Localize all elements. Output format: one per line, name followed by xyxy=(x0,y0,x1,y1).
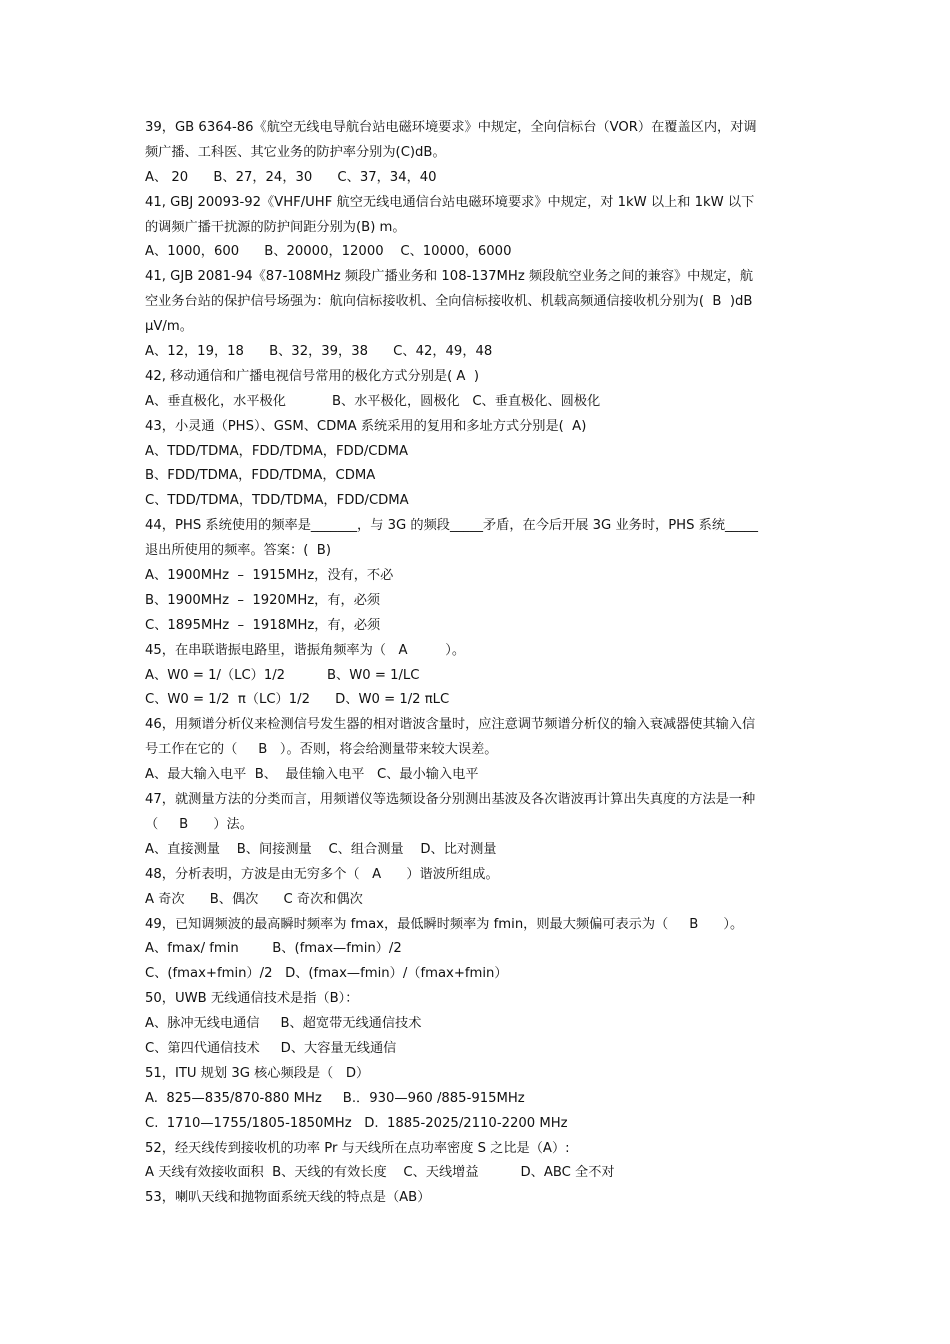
text-line: 44，PHS 系统使用的频率是_______，与 3G 的频段_____矛盾，在今后开展 3G 业务时，PHS 系统_____ xyxy=(145,518,758,534)
text-line: A、 20 B、27，24，30 C、37，34，40 xyxy=(145,169,437,185)
text-line: A、1900MHz – 1915MHz，没有，不必 xyxy=(145,568,394,584)
text-line: 43，小灵通（PHS）、GSM、CDMA 系统采用的复用和多址方式分别是( A) xyxy=(145,418,587,434)
text-line: A、最大输入电平 B、 最佳输入电平 C、最小输入电平 xyxy=(145,767,479,783)
text-line: 频广播、工科医、其它业务的防护率分别为(C)dB。 xyxy=(145,144,446,160)
text-line: A、1000，600 B、20000，12000 C、10000，6000 xyxy=(145,244,512,260)
text-line: 45，在串联谐振电路里，谐振角频率为（ A ）。 xyxy=(145,642,466,658)
text-line: A、fmax/ fmin B、(fmax—fmin）/2 xyxy=(145,941,402,957)
text-line: 49，已知调频波的最高瞬时频率为 fmax，最低瞬时频率为 fmin，则最大频偏可表示为（ B ）。 xyxy=(145,916,744,932)
text-line: B、1900MHz – 1920MHz，有，必须 xyxy=(145,592,381,608)
text-line: C、TDD/TDMA，TDD/TDMA，FDD/CDMA xyxy=(145,493,409,509)
text-line: μV/m。 xyxy=(145,319,193,335)
text-line: A 奇次 B、偶次 C 奇次和偶次 xyxy=(145,891,363,907)
text-line: 51，ITU 规划 3G 核心频段是（ D） xyxy=(145,1065,370,1081)
text-line: C、W0 = 1/2 π（LC）1/2 D、W0 = 1/2 πLC xyxy=(145,692,450,708)
text-line: 退出所使用的频率。答案：( B) xyxy=(145,543,331,559)
text-line: 42, 移动通信和广播电视信号常用的极化方式分别是( A ) xyxy=(145,368,479,384)
text-line: 39，GB 6364-86《航空无线电导航台站电磁环境要求》中规定，全向信标台（VOR）在覆盖区内，对调 xyxy=(145,120,757,135)
text-line: A、TDD/TDMA，FDD/TDMA，FDD/CDMA xyxy=(145,443,409,459)
text-line: A、脉冲无线电通信 B、超宽带无线通信技术 xyxy=(145,1016,422,1032)
text-line: 的调频广播干扰源的防护间距分别为(B) m。 xyxy=(145,219,406,235)
text-line: 空业务台站的保护信号场强为：航向信标接收机、全向信标接收机、机载高频通信接收机分别为( B )dB xyxy=(145,294,753,310)
text-line: 号工作在它的（ B ）。否则，将会给测量带来较大误差。 xyxy=(145,742,498,758)
text-line: C、第四代通信技术 D、大容量无线通信 xyxy=(145,1040,397,1056)
text-line: A、直接测量 B、间接测量 C、组合测量 D、比对测量 xyxy=(145,841,497,857)
text-line: A、12，19，18 B、32，39，38 C、42，49，48 xyxy=(145,344,493,360)
text-line: 50，UWB 无线通信技术是指（B）： xyxy=(145,991,359,1007)
text-line: B、FDD/TDMA，FDD/TDMA，CDMA xyxy=(145,468,376,484)
text-line: A、W0 = 1/（LC）1/2 B、W0 = 1/LC xyxy=(145,667,420,683)
text-line: 52，经天线传到接收机的功率 Pr 与天线所在点功率密度 S 之比是（A）: xyxy=(145,1140,570,1156)
text-line: 47，就测量方法的分类而言，用频谱仪等选频设备分别测出基波及各次谐波再计算出失真度的方法是一种 xyxy=(145,792,756,808)
text-line: 48，分析表明，方波是由无穷多个（ A ）谐波所组成。 xyxy=(145,866,499,882)
text-line: 53，喇叭天线和抛物面系统天线的特点是（AB） xyxy=(145,1190,431,1206)
text-line: （ B ）法。 xyxy=(145,816,253,832)
text-line: A. 825—835/870-880 MHz B.．930—960 /885-915MHz xyxy=(145,1090,525,1106)
text-line: 41, GJB 2081-94《87-108MHz 频段广播业务和 108-137MHz 频段航空业务之间的兼容》中规定，航 xyxy=(145,269,754,285)
text-line: 46，用频谱分析仪来检测信号发生器的相对谐波含量时，应注意调节频谱分析仪的输入衰减器使其输入信 xyxy=(145,717,756,733)
text-line: A 天线有效接收面积 B、天线的有效长度 C、天线增益 D、ABC 全不对 xyxy=(145,1165,615,1181)
text-line: 41, GBJ 20093-92《VHF/UHF 航空无线电通信台站电磁环境要求》中规定，对 1kW 以上和 1kW 以下 xyxy=(145,194,755,210)
document-page xyxy=(145,116,810,1211)
text-line: C、(fmax+fmin）/2 D、(fmax—fmin）/（fmax+fmin） xyxy=(145,966,508,982)
text-line: C、1895MHz – 1918MHz，有，必须 xyxy=(145,617,381,633)
text-line: C. 1710—1755/1805-1850MHz D. 1885-2025/2110-2200 MHz xyxy=(145,1115,568,1131)
text-line: A、垂直极化，水平极化 B、水平极化，圆极化 C、垂直极化、圆极化 xyxy=(145,393,601,409)
